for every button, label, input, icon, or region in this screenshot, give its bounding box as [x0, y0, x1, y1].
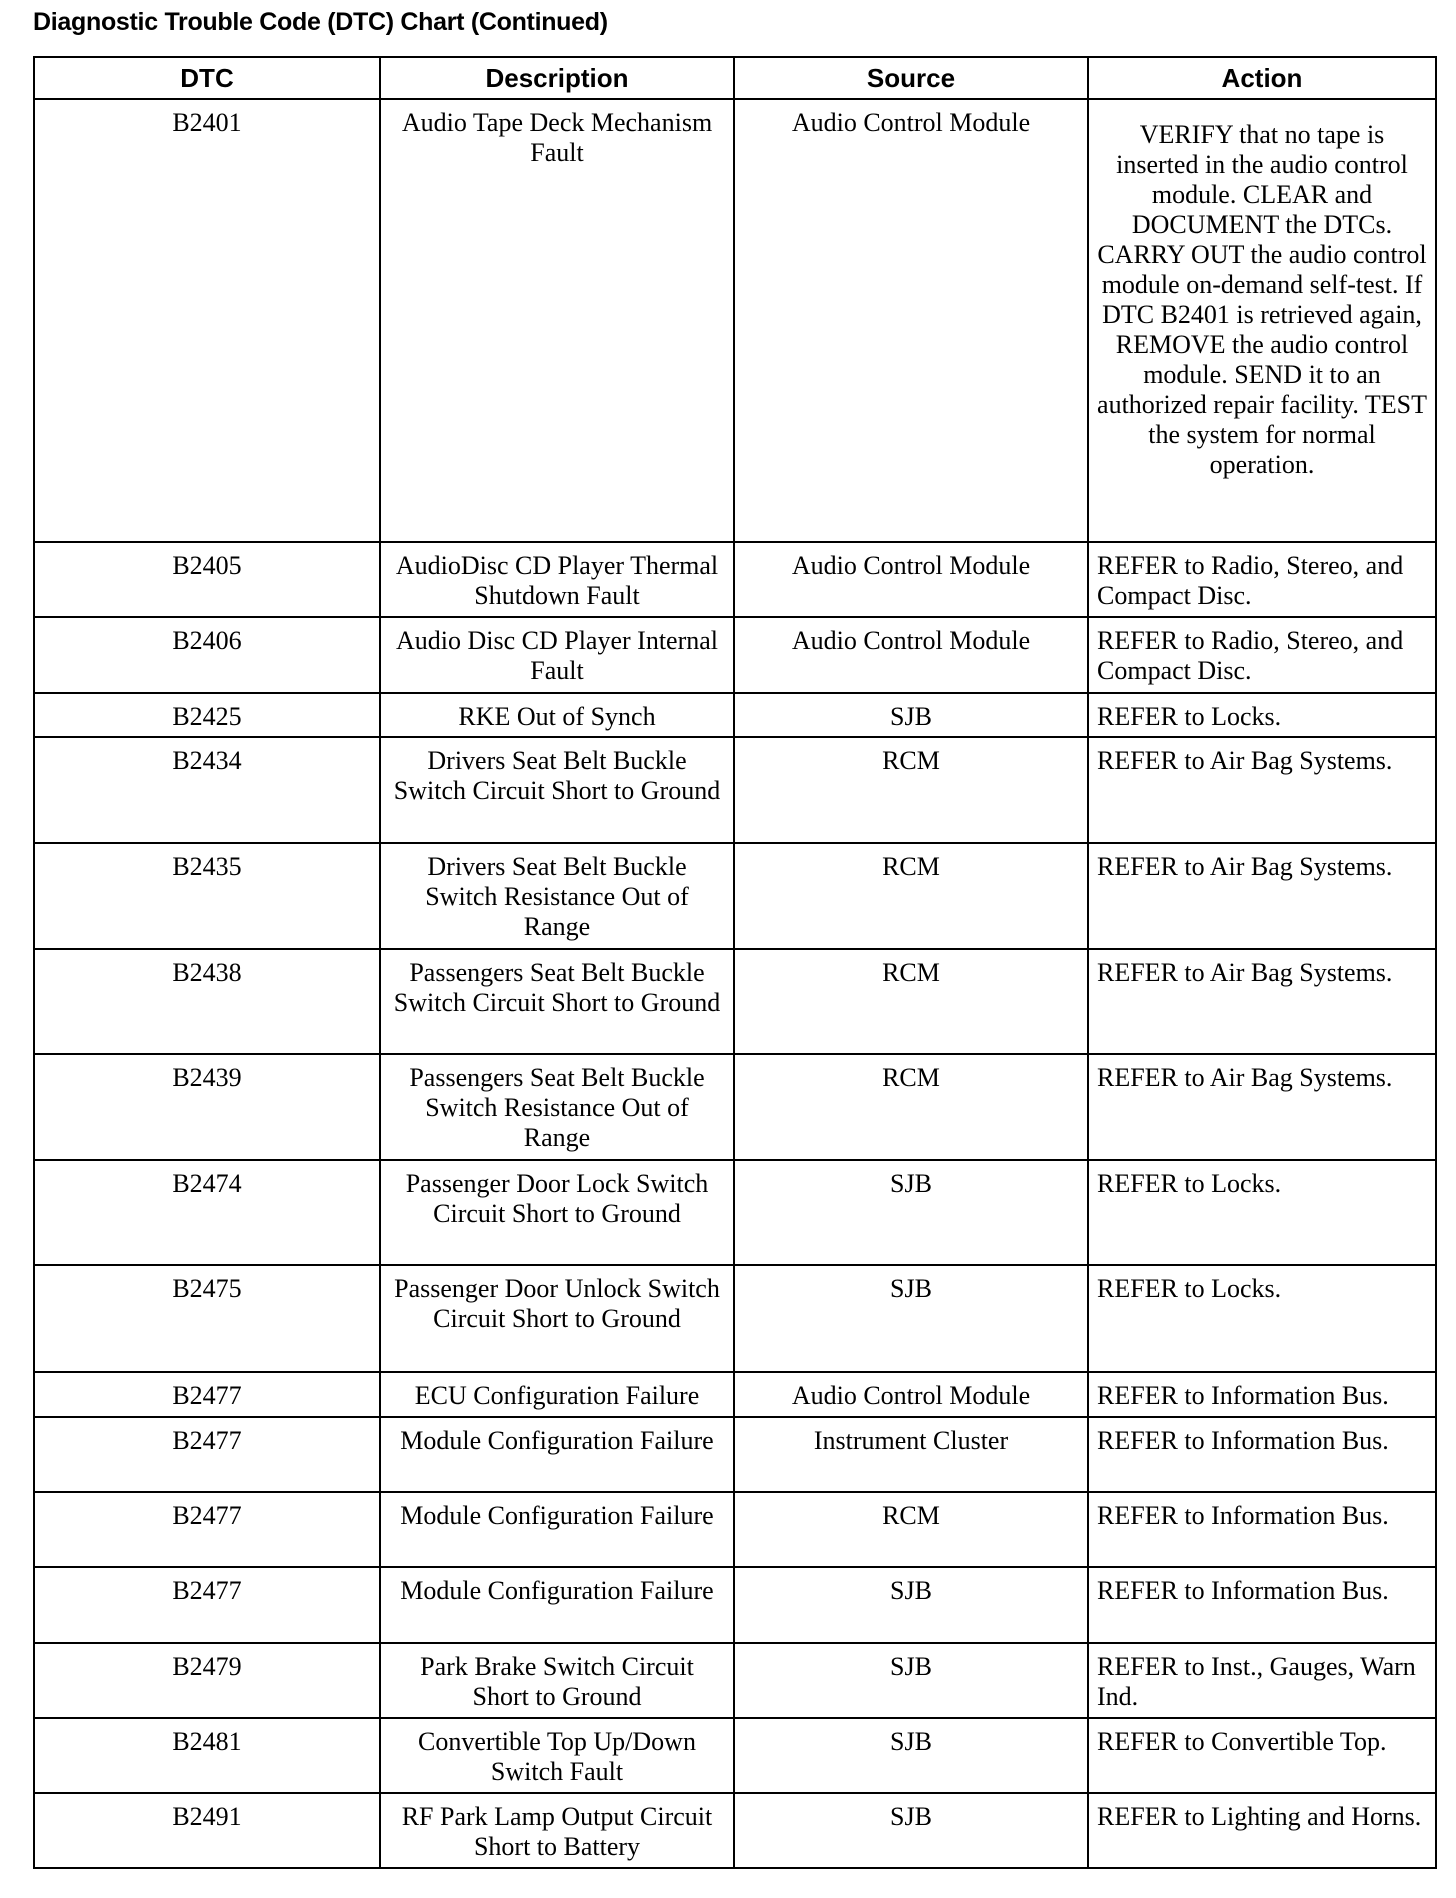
table-row: [34, 1492, 1436, 1567]
description-cell: AudioDisc CD Player Thermal Shutdown Fault: [380, 542, 734, 617]
table-row: [34, 1054, 1436, 1160]
table-row: [34, 1567, 1436, 1643]
description-cell: Module Configuration Failure: [380, 1492, 734, 1567]
source-cell: SJB: [734, 1718, 1088, 1793]
action-cell: REFER to Convertible Top.: [1088, 1718, 1436, 1793]
source-cell: RCM: [734, 737, 1088, 843]
source-cell: SJB: [734, 1567, 1088, 1643]
header-description: Description: [380, 57, 734, 99]
action-cell: REFER to Locks.: [1088, 693, 1436, 737]
description-cell: Audio Tape Deck Mechanism Fault: [380, 99, 734, 542]
source-cell: RCM: [734, 1492, 1088, 1567]
table-row: [34, 99, 1436, 542]
source-cell: SJB: [734, 1265, 1088, 1372]
description-cell: Drivers Seat Belt Buckle Switch Resistance Out of Range: [380, 843, 734, 949]
source-cell: SJB: [734, 1160, 1088, 1265]
dtc-cell: B2474: [34, 1160, 380, 1265]
source-cell: SJB: [734, 1643, 1088, 1718]
description-cell: RKE Out of Synch: [380, 693, 734, 737]
dtc-cell: B2479: [34, 1643, 380, 1718]
table-row: [34, 949, 1436, 1054]
source-cell: Audio Control Module: [734, 542, 1088, 617]
dtc-cell: B2477: [34, 1372, 380, 1417]
table-row: [34, 843, 1436, 949]
table-row: [34, 693, 1436, 737]
dtc-cell: B2491: [34, 1793, 380, 1868]
source-cell: RCM: [734, 949, 1088, 1054]
action-cell: REFER to Radio, Stereo, and Compact Disc.: [1088, 542, 1436, 617]
action-cell: REFER to Information Bus.: [1088, 1372, 1436, 1417]
source-cell: Audio Control Module: [734, 99, 1088, 542]
description-cell: Module Configuration Failure: [380, 1567, 734, 1643]
header-source: Source: [734, 57, 1088, 99]
description-cell: Module Configuration Failure: [380, 1417, 734, 1492]
description-cell: RF Park Lamp Output Circuit Short to Battery: [380, 1793, 734, 1868]
description-cell: ECU Configuration Failure: [380, 1372, 734, 1417]
table-row: [34, 1372, 1436, 1417]
table-row: [34, 1718, 1436, 1793]
dtc-cell: B2475: [34, 1265, 380, 1372]
action-cell: REFER to Information Bus.: [1088, 1567, 1436, 1643]
dtc-cell: B2425: [34, 693, 380, 737]
dtc-cell: B2477: [34, 1417, 380, 1492]
table-header: [34, 57, 1436, 99]
action-cell: REFER to Inst., Gauges, Warn Ind.: [1088, 1643, 1436, 1718]
table-row: [34, 1160, 1436, 1265]
action-cell: REFER to Locks.: [1088, 1160, 1436, 1265]
action-cell: REFER to Locks.: [1088, 1265, 1436, 1372]
action-cell: REFER to Air Bag Systems.: [1088, 1054, 1436, 1160]
dtc-table: [33, 56, 1437, 1869]
dtc-cell: B2401: [34, 99, 380, 542]
action-cell: REFER to Air Bag Systems.: [1088, 843, 1436, 949]
table-row: [34, 542, 1436, 617]
source-cell: SJB: [734, 693, 1088, 737]
description-cell: Passenger Door Unlock Switch Circuit Short to Ground: [380, 1265, 734, 1372]
table-row: [34, 1265, 1436, 1372]
dtc-cell: B2434: [34, 737, 380, 843]
dtc-cell: B2481: [34, 1718, 380, 1793]
dtc-cell: B2477: [34, 1567, 380, 1643]
header-dtc: DTC: [34, 57, 380, 99]
action-cell: REFER to Information Bus.: [1088, 1417, 1436, 1492]
table-row: [34, 617, 1436, 693]
action-cell: REFER to Air Bag Systems.: [1088, 737, 1436, 843]
table-row: [34, 1643, 1436, 1718]
dtc-cell: B2439: [34, 1054, 380, 1160]
description-cell: Convertible Top Up/Down Switch Fault: [380, 1718, 734, 1793]
source-cell: SJB: [734, 1793, 1088, 1868]
dtc-cell: B2435: [34, 843, 380, 949]
description-cell: Passengers Seat Belt Buckle Switch Circuit Short to Ground: [380, 949, 734, 1054]
table-row: [34, 1793, 1436, 1868]
description-cell: Passenger Door Lock Switch Circuit Short to Ground: [380, 1160, 734, 1265]
source-cell: RCM: [734, 1054, 1088, 1160]
action-cell: VERIFY that no tape is inserted in the audio control module. CLEAR and DOCUMENT the DTCs. CARRY OUT the audio control module on-demand self-test. If DTC B2401 is retrieved again, REMOVE the audio control module. SEND it to an authorized repair facility. TEST the system for normal operation.: [1088, 99, 1436, 542]
dtc-cell: B2477: [34, 1492, 380, 1567]
description-cell: Park Brake Switch Circuit Short to Ground: [380, 1643, 734, 1718]
source-cell: Audio Control Module: [734, 617, 1088, 693]
source-cell: RCM: [734, 843, 1088, 949]
table-row: [34, 737, 1436, 843]
action-cell: REFER to Information Bus.: [1088, 1492, 1436, 1567]
dtc-cell: B2406: [34, 617, 380, 693]
page-title: Diagnostic Trouble Code (DTC) Chart (Continued): [33, 8, 608, 36]
dtc-cell: B2405: [34, 542, 380, 617]
table-row: [34, 1417, 1436, 1492]
source-cell: Instrument Cluster: [734, 1417, 1088, 1492]
description-cell: Passengers Seat Belt Buckle Switch Resistance Out of Range: [380, 1054, 734, 1160]
description-cell: Drivers Seat Belt Buckle Switch Circuit Short to Ground: [380, 737, 734, 843]
dtc-cell: B2438: [34, 949, 380, 1054]
action-cell: REFER to Lighting and Horns.: [1088, 1793, 1436, 1868]
source-cell: Audio Control Module: [734, 1372, 1088, 1417]
action-cell: REFER to Air Bag Systems.: [1088, 949, 1436, 1054]
description-cell: Audio Disc CD Player Internal Fault: [380, 617, 734, 693]
header-action: Action: [1088, 57, 1436, 99]
action-cell: REFER to Radio, Stereo, and Compact Disc.: [1088, 617, 1436, 693]
